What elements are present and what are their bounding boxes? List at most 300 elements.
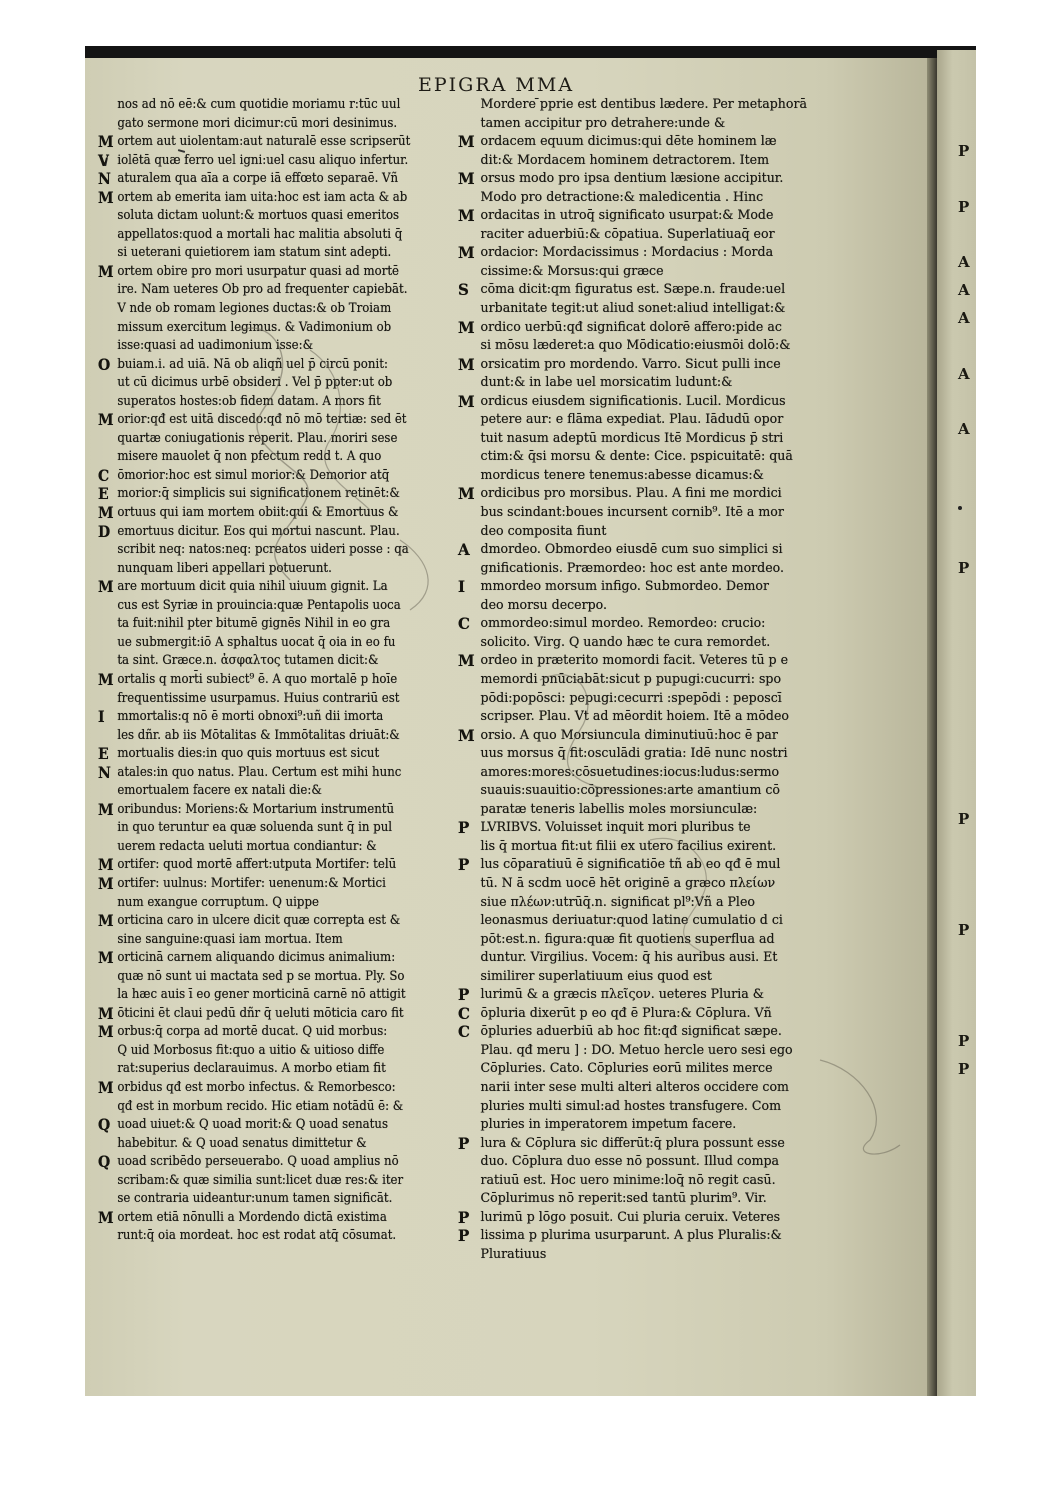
line-text: uoad uiuet:& Q uoad morit:& Q uoad senatus <box>117 1117 388 1133</box>
line-text: orior:qđ est uitā discedo:qđ nō mō tertiæ: sed ēt <box>117 412 407 428</box>
facing-page-edge <box>937 50 976 1396</box>
right-column-line <box>458 356 843 375</box>
left-column-line <box>98 634 458 653</box>
line-text: isse:quasi ad uadimonium isse:& <box>117 338 314 354</box>
right-column-line <box>458 856 843 875</box>
right-column-line <box>458 764 843 783</box>
right-column-line <box>458 819 843 838</box>
right-column-line <box>458 115 843 134</box>
initial-letter: C <box>458 1003 470 1023</box>
margin-letter: P <box>958 1060 970 1079</box>
initial-letter: P <box>458 855 470 875</box>
left-column-line <box>98 782 458 801</box>
line-text: ortifer: uulnus: Mortifer: uenenum:& Mortici <box>117 875 386 891</box>
initial-letter: M <box>98 873 114 893</box>
initial-letter: M <box>98 1003 114 1023</box>
line-text: si ueterani quietiorem iam statum sint adepti. <box>117 245 392 261</box>
line-text: missum exercitum legimus. & Vadimonium ob <box>117 319 392 335</box>
line-text: buiam.i. ad uiā. Nā ob aliqñ uel p̄ circū ponit: <box>117 356 388 372</box>
right-column-line <box>458 393 843 412</box>
line-text: oribundus: Moriens:& Mortarium instrumentū <box>117 801 395 817</box>
line-text: raciter aduerbiū:& cōpatiua. Superlatiuaq̄ eor <box>480 226 775 242</box>
right-column-line <box>458 1079 843 1098</box>
margin-letter: A <box>958 308 970 327</box>
initial-letter: P <box>458 985 470 1005</box>
initial-letter: C <box>458 1022 470 1042</box>
line-text: amores:mores:cōsuetudines:iocus:ludus:sermo <box>480 764 780 780</box>
right-column-line <box>458 430 843 449</box>
initial-letter: I <box>458 577 466 597</box>
line-text: LVRIBVS. Voluisset inquit mori pluribus te <box>480 820 751 836</box>
line-text: dmordeo. Obmordeo eiusdē cum suo simplici si <box>480 542 783 558</box>
margin-letter: P <box>958 142 970 160</box>
right-column-line <box>458 467 843 486</box>
line-text: ōpluries aduerbiū ab hoc fit:qđ significat sæpe. <box>480 1024 782 1040</box>
left-column-line <box>98 671 458 690</box>
line-text: ortalis q mort̄i subiect⁹ ē. A quo mortalē p hoīe <box>117 671 398 687</box>
right-column-line <box>458 281 843 300</box>
left-column-line <box>98 578 458 597</box>
left-column-line <box>98 1209 458 1228</box>
initial-letter: M <box>458 725 475 745</box>
ink-dot <box>958 506 962 510</box>
initial-letter: E <box>98 484 109 504</box>
line-text: pōdi:popōsci: pepugi:cecurri :spepōdi : peposcī <box>480 690 782 706</box>
line-text: bus scindant:boues incursent cornib⁹. Itē a mor <box>480 505 784 521</box>
initial-letter: P <box>458 1133 470 1153</box>
left-column-line <box>98 912 458 931</box>
left-column-line <box>98 319 458 338</box>
right-column-line <box>458 1153 843 1172</box>
line-text: gato sermone mori dicimur:cū mori desinimus. <box>117 115 398 131</box>
left-column-line <box>98 1060 458 1079</box>
line-text: ordacior: Mordacissimus : Mordacius : Morda <box>480 245 774 261</box>
line-text: cus est Syriæ in prouincia:quæ Pentapolis uoca <box>117 597 401 613</box>
right-column-line <box>458 319 843 338</box>
line-text: deo composita fiunt <box>480 523 607 539</box>
line-text: emortuus dicitur. Eos qui mortui nascunt. Plau. <box>117 523 400 539</box>
line-text: paratæ teneris labellis moles morsiunculæ: <box>480 801 758 817</box>
line-text: pluries in imperatorem impetum facere. <box>480 1117 737 1133</box>
line-text: lura & Cōplura sic differūt:q̄ plura possunt esse <box>480 1135 785 1151</box>
line-text: scribam:& quæ similia sunt:licet duæ res:& iter <box>117 1172 404 1188</box>
right-column-line <box>458 541 843 560</box>
line-text: orticinā carnem aliquando dicimus animalium: <box>117 950 396 966</box>
right-column-line <box>458 1135 843 1154</box>
left-column-line <box>98 189 458 208</box>
line-text: suauis:suauitio:cōpressiones:arte amantium cō <box>480 783 781 799</box>
initial-letter: M <box>458 206 475 226</box>
line-text: num exangue corruptum. Q uippe <box>117 894 319 910</box>
line-text: rat:superius declarauimus. A morbo etiam fit <box>117 1061 386 1077</box>
initial-letter: C <box>458 614 470 634</box>
right-column-line <box>458 300 843 319</box>
initial-letter: Q <box>98 1115 111 1135</box>
line-text: ordeo in præterito momordi facit. Veteres tū p e <box>480 653 789 669</box>
left-column-line <box>98 207 458 226</box>
line-text: gnificationis. Præmordeo: hoc est ante mordeo. <box>480 560 785 576</box>
left-column-line <box>98 1098 458 1117</box>
left-column-line <box>98 263 458 282</box>
line-text: narii inter sese multi alteri alteros occidere com <box>480 1079 789 1095</box>
initial-letter: Q <box>98 1152 111 1172</box>
line-text: scribit neq: natos:neq: pcreatos uideri posse : qa <box>117 542 409 558</box>
line-text: Plau. qđ meru ] : DO. Metuo hercle uero sesi ego <box>480 1042 793 1058</box>
left-column-line <box>98 708 458 727</box>
line-text: orbidus qđ est morbo infectus. & Remorbesco: <box>117 1079 396 1095</box>
left-column-line <box>98 356 458 375</box>
line-text: lurimū & a græcis πλεῖςον. ueteres Pluria & <box>480 987 764 1003</box>
left-column-line <box>98 504 458 523</box>
left-column-line <box>98 523 458 542</box>
line-text: orsio. A quo Morsiuncula diminutiuū:hoc ē par <box>480 727 778 743</box>
line-text: V nde ob romam legiones ductas:& ob Troiam <box>117 301 392 317</box>
right-column-line <box>458 1042 843 1061</box>
left-column-line <box>98 1227 458 1246</box>
left-column-line <box>98 1190 458 1209</box>
line-text: orsus modo pro ipsa dentium læsione accipitur. <box>480 171 784 187</box>
initial-letter: M <box>98 132 114 152</box>
initial-letter: M <box>458 354 475 374</box>
line-text: ut cū dicimus urbē obsideri . Vel p̄ ppter:ut ob <box>117 375 393 391</box>
right-column-line <box>458 708 843 727</box>
right-column-line <box>458 170 843 189</box>
line-text: morior:q̄ simplicis sui significationem retinēt:& <box>117 486 400 502</box>
left-column-line <box>98 281 458 300</box>
margin-letter: P <box>958 197 970 216</box>
initial-letter: M <box>98 948 114 968</box>
line-text: Q uid Morbosus fit:quo a uitio & uitioso diffe <box>117 1042 385 1058</box>
line-text: dit:& Mordacem hominem detractorem. Item <box>480 152 770 168</box>
left-column-line <box>98 152 458 171</box>
line-text: ctim:& q̄si morsu & dente: Cice. pspicuitatē: quā <box>480 449 793 465</box>
line-text: nunquam liberi appellari potuerunt. <box>117 560 332 576</box>
margin-letter: P <box>958 921 970 940</box>
left-column-line <box>98 875 458 894</box>
line-text: Pluratiuus <box>480 1246 547 1262</box>
initial-letter: M <box>98 669 114 689</box>
right-column-line <box>458 634 843 653</box>
initial-letter: M <box>98 187 114 207</box>
left-column-line <box>98 244 458 263</box>
line-text: pōt:est.n. figura:quæ fit quotiens superflua ad <box>480 931 775 947</box>
left-column-line <box>98 819 458 838</box>
initial-letter: M <box>98 1022 114 1042</box>
right-column-line <box>458 690 843 709</box>
right-column-line <box>458 374 843 393</box>
initial-letter: E <box>98 744 109 764</box>
right-column-line <box>458 949 843 968</box>
left-column-line <box>98 1042 458 1061</box>
line-text: ortuus qui iam mortem obiit:qui & Emortuus & <box>117 505 399 521</box>
line-text: ortem ab emerita iam uita:hoc est iam acta & ab <box>117 189 408 205</box>
line-text: frequentissime usurpamus. Huius contrariū est <box>117 690 400 706</box>
running-head: EPIGRA MMA <box>418 74 575 96</box>
line-text: aturalem qua aīa a corpe iā effœto separaē. Vñ <box>117 171 399 187</box>
margin-letter: P <box>958 1032 970 1051</box>
right-column-line <box>458 671 843 690</box>
left-column-line <box>98 652 458 671</box>
left-column-line <box>98 96 458 115</box>
line-text: orticina caro in ulcere dicit quæ correpta est & <box>117 913 401 929</box>
line-text: misere mauolet q̄ non pfectum redd t. A quo <box>117 449 382 465</box>
left-column-line <box>98 931 458 950</box>
initial-letter: N <box>98 762 111 782</box>
line-text: scripser. Plau. Vt ad mēordit hoiem. Itē a mōdeo <box>480 709 789 725</box>
left-column-line <box>98 986 458 1005</box>
line-text: iolētā quæ ferro uel igni:uel casu aliquo infertur. <box>117 152 409 168</box>
right-column <box>458 96 868 1264</box>
line-text: se contraria uideantur:unum tamen significāt. <box>117 1191 393 1207</box>
left-column-line <box>98 430 458 449</box>
initial-letter: O <box>98 354 111 374</box>
line-text: mortualis dies:in quo quis mortuus est sicut <box>117 746 380 762</box>
line-text: Cōpluries. Cato. Cōpluries eorū milites merce <box>480 1061 773 1077</box>
initial-letter: M <box>458 391 475 411</box>
initial-letter: M <box>98 577 114 597</box>
left-column-line <box>98 560 458 579</box>
line-text: cōma dicit:qm figuratus est. Sæpe.n. fraude:uel <box>480 282 786 298</box>
right-column-line <box>458 337 843 356</box>
line-text: Mordere ̄pprie est dentibus lædere. Per metaphorā <box>480 97 807 112</box>
line-text: ommordeo:simul mordeo. Remordeo: crucio: <box>480 616 766 632</box>
line-text: similirer superlatiuum eius quod est <box>480 968 712 984</box>
line-text: deo morsu decerpo. <box>480 597 608 613</box>
line-text: la hæc auis ī eo gener morticinā carnē nō attigit <box>117 987 406 1003</box>
line-text: mmordeo morsum infigo. Submordeo. Demor <box>480 579 770 595</box>
margin-letter: A <box>958 281 970 300</box>
initial-letter: M <box>458 317 475 337</box>
right-column-line <box>458 523 843 542</box>
line-text: sine sanguine:quasi iam mortua. Item <box>117 931 343 947</box>
line-text: Cōplurimus nō reperit:sed tantū plurim⁹. Vir. <box>480 1191 767 1207</box>
line-text: lurimū p lōgo posuit. Cui pluria ceruix. Veteres <box>480 1209 781 1225</box>
left-column-line <box>98 1005 458 1024</box>
initial-letter: P <box>458 1226 470 1246</box>
line-text: uerem redacta ueluti mortua condiantur: & <box>117 838 377 854</box>
left-column-line <box>98 1172 458 1191</box>
left-column <box>98 96 508 1246</box>
right-column-line <box>458 1060 843 1079</box>
line-text: ortem obire pro mori usurpatur quasi ad mortē <box>117 263 400 279</box>
right-column-line <box>458 1227 843 1246</box>
right-column-line <box>458 727 843 746</box>
right-column-line <box>458 597 843 616</box>
line-text: ōmorior:hoc est simul morior:& Demorior atq̄ <box>117 467 390 483</box>
initial-letter: M <box>98 1207 114 1227</box>
line-text: ōticini ēt claui pedū dñr q̄ ueluti mōticia caro fit <box>117 1005 404 1021</box>
line-text: ratiuū est. Hoc uero minime:loq̄ nō regit casū. <box>480 1172 776 1188</box>
initial-letter: M <box>98 503 114 523</box>
right-column-line <box>458 986 843 1005</box>
initial-letter: M <box>98 261 114 281</box>
right-column-line <box>458 244 843 263</box>
line-text: ortem aut uiolentam:aut naturalē esse scripserūt <box>117 134 411 150</box>
initial-letter: P <box>458 1207 470 1227</box>
left-column-line <box>98 448 458 467</box>
margin-letter: A <box>958 253 970 272</box>
right-column-line <box>458 263 843 282</box>
line-text: appellatos:quod a mortali hac malitia absoluti q̄ <box>117 226 403 242</box>
line-text: memordi pnūciabāt:sicut p pupugi:cucurri: spo <box>480 671 782 687</box>
line-text: duntur. Virgilius. Vocem: q̄ his auribus ausi. Et <box>480 950 778 966</box>
left-column-line <box>98 894 458 913</box>
left-column-line <box>98 727 458 746</box>
initial-letter: M <box>98 410 114 430</box>
initial-letter: N <box>98 169 111 189</box>
left-column-line <box>98 411 458 430</box>
right-column-line <box>458 1116 843 1135</box>
left-column-line <box>98 1079 458 1098</box>
left-column-line <box>98 485 458 504</box>
right-column-line <box>458 615 843 634</box>
left-column-line <box>98 764 458 783</box>
initial-letter: M <box>98 911 114 931</box>
right-column-line <box>458 1246 843 1265</box>
initial-letter: M <box>98 855 114 875</box>
line-text: uoad scribēdo perseuerabo. Q uoad amplius nō <box>117 1154 399 1170</box>
initial-letter: A <box>458 540 470 560</box>
line-text: tuit nasum adeptū mordicus Itē Mordicus p̄ stri <box>480 430 784 446</box>
line-text: urbanitate tegit:ut aliud sonet:aliud intelligat:& <box>480 301 786 317</box>
left-column-line <box>98 300 458 319</box>
line-text: mmortalis:q nō ē morti obnoxi⁹:uñ dii imorta <box>117 709 384 725</box>
right-column-line <box>458 652 843 671</box>
line-text: solicito. Virg. Q uando hæc te cura remordet. <box>480 634 771 650</box>
line-text: duo. Cōplura duo esse nō possunt. Illud compa <box>480 1154 780 1170</box>
line-text: tamen accipitur pro detrahere:unde & <box>480 115 726 131</box>
left-column-line <box>98 337 458 356</box>
line-text: pluries multi simul:ad hostes transfugere. Com <box>480 1098 782 1114</box>
right-column-line <box>458 912 843 931</box>
line-text: ordicibus pro morsibus. Plau. A fini me mordici <box>480 486 782 502</box>
line-text: ōpluria dixerūt p eo qđ ē Plura:& Cōplura. Vñ <box>480 1005 772 1021</box>
right-column-line <box>458 1023 843 1042</box>
right-column-line <box>458 745 843 764</box>
right-column-line <box>458 801 843 820</box>
right-column-line <box>458 1172 843 1191</box>
right-column-line <box>458 894 843 913</box>
left-column-line <box>98 838 458 857</box>
margin-letter: P <box>958 559 970 578</box>
line-text: ordico uerbū:qđ significat dolorē affero:pide ac <box>480 319 782 335</box>
right-column-line <box>458 189 843 208</box>
line-text: lis q̄ mortua fit:ut filii ex utero facilius exirent. <box>480 838 777 854</box>
initial-letter: M <box>458 484 475 504</box>
line-text: superatos hostes:ob fidem datam. A mors fit <box>117 393 381 409</box>
left-column-line <box>98 1135 458 1154</box>
line-text: uus morsus q̄ fit:osculādi gratia: Idē nunc nostri <box>480 746 788 762</box>
left-column-line <box>98 968 458 987</box>
line-text: orbus:q̄ corpa ad mortē ducat. Q uid morbus: <box>117 1024 388 1040</box>
right-column-line <box>458 504 843 523</box>
line-text: atales:in quo natus. Plau. Certum est mihi hunc <box>117 764 402 780</box>
right-column-line <box>458 1098 843 1117</box>
line-text: tū. N ā scdm uocē hēt originē a græco πλείων <box>480 875 776 891</box>
line-text: ire. Nam ueteres Ob pro ad frequenter capiebāt. <box>117 282 408 298</box>
initial-letter: C <box>98 465 110 485</box>
line-text: runt:q̄ oia mordeat. hoc est rodat atq̄ cōsumat. <box>117 1228 397 1244</box>
right-column-line <box>458 1209 843 1228</box>
left-column-line <box>98 745 458 764</box>
left-column-line <box>98 856 458 875</box>
line-text: lissima p plurima usurparunt. A plus Pluralis:& <box>480 1228 782 1244</box>
left-column-line <box>98 170 458 189</box>
left-column-line <box>98 393 458 412</box>
initial-letter: M <box>98 1077 114 1097</box>
left-column-line <box>98 226 458 245</box>
right-column-line <box>458 448 843 467</box>
line-text: emortualem facere ex natali die:& <box>117 783 322 799</box>
right-column-line <box>458 931 843 950</box>
initial-letter: M <box>458 243 475 263</box>
line-text: leonasmus deriuatur:quod latine cumulatio d ci <box>480 913 783 929</box>
right-column-line <box>458 875 843 894</box>
line-text: lus cōparatiuū ē significatiōe tñ ab eo qđ ē mul <box>480 857 781 873</box>
margin-letter: P <box>958 809 970 828</box>
left-column-line <box>98 615 458 634</box>
line-text: siue πλέων:utrūq̄.n. significat pl⁹:Vñ a Pleo <box>480 894 755 910</box>
line-text: ortem etiā nōnulli a Mordendo dictā existima <box>117 1209 387 1225</box>
left-column-line <box>98 467 458 486</box>
line-text: soluta dictam uolunt:& mortuos quasi emeritos <box>117 208 400 224</box>
left-column-line <box>98 949 458 968</box>
right-column-line <box>458 226 843 245</box>
left-column-line <box>98 801 458 820</box>
right-column-line <box>458 485 843 504</box>
line-text: qđ est in morbum recido. Hic etiam notādū ē: & <box>117 1098 404 1114</box>
right-column-line <box>458 1005 843 1024</box>
right-column-line <box>458 1190 843 1209</box>
left-column-line <box>98 115 458 134</box>
right-column-line <box>458 782 843 801</box>
line-text: ta fuit:nihil pter bitumē gignēs Nihil in eo gra <box>117 616 391 632</box>
right-column-line <box>458 411 843 430</box>
initial-letter: I <box>98 707 105 727</box>
right-column-line <box>458 838 843 857</box>
right-column-line <box>458 968 843 987</box>
line-text: ue submergit:iō A sphaltus uocat q̄ oia in eo fu <box>117 634 396 650</box>
left-column-line <box>98 1153 458 1172</box>
line-text: ordacitas in utroq̄ significato usurpat:& Mode <box>480 208 774 224</box>
initial-letter: M <box>458 169 475 189</box>
left-column-line <box>98 1116 458 1135</box>
right-column-line <box>458 560 843 579</box>
right-column-line <box>458 578 843 597</box>
line-text: si mōsu læderet:a quo Mōdicatio:eiusmōi dolō:& <box>480 338 791 354</box>
initial-letter: D <box>98 521 111 541</box>
line-text: ta sint. Græce.n. ἀσφαλτος tutamen dicit:& <box>117 653 379 669</box>
left-column-line <box>98 541 458 560</box>
line-text: Modo pro detractione:& maledicentia . Hinc <box>480 189 764 205</box>
line-text: in quo teruntur ea quæ soluenda sunt q̄ in pul <box>117 820 393 836</box>
left-column-line <box>98 374 458 393</box>
initial-letter: S <box>458 280 469 300</box>
left-column-line <box>98 1023 458 1042</box>
left-column-line <box>98 690 458 709</box>
line-text: quartæ coniugationis reperit. Plau. moriri sese <box>117 430 398 446</box>
initial-letter: M <box>458 132 475 152</box>
line-text: nos ad nō eē:& cum quotidie moriamu r:tūc uul <box>117 97 401 112</box>
line-text: cissime:& Morsus:qui græce <box>480 263 664 279</box>
left-column-line <box>98 133 458 152</box>
book-gutter <box>927 58 937 1396</box>
line-text: ordicus eiusdem significationis. Lucil. Mordicus <box>480 393 786 409</box>
line-text: ortifer: quod mortē affert:utputa Mortifer: telū <box>117 857 397 873</box>
right-column-line <box>458 96 843 115</box>
initial-letter: M <box>98 799 114 819</box>
line-text: quæ nō sunt ui mactata sed p se mortua. Ply. So <box>117 968 405 984</box>
